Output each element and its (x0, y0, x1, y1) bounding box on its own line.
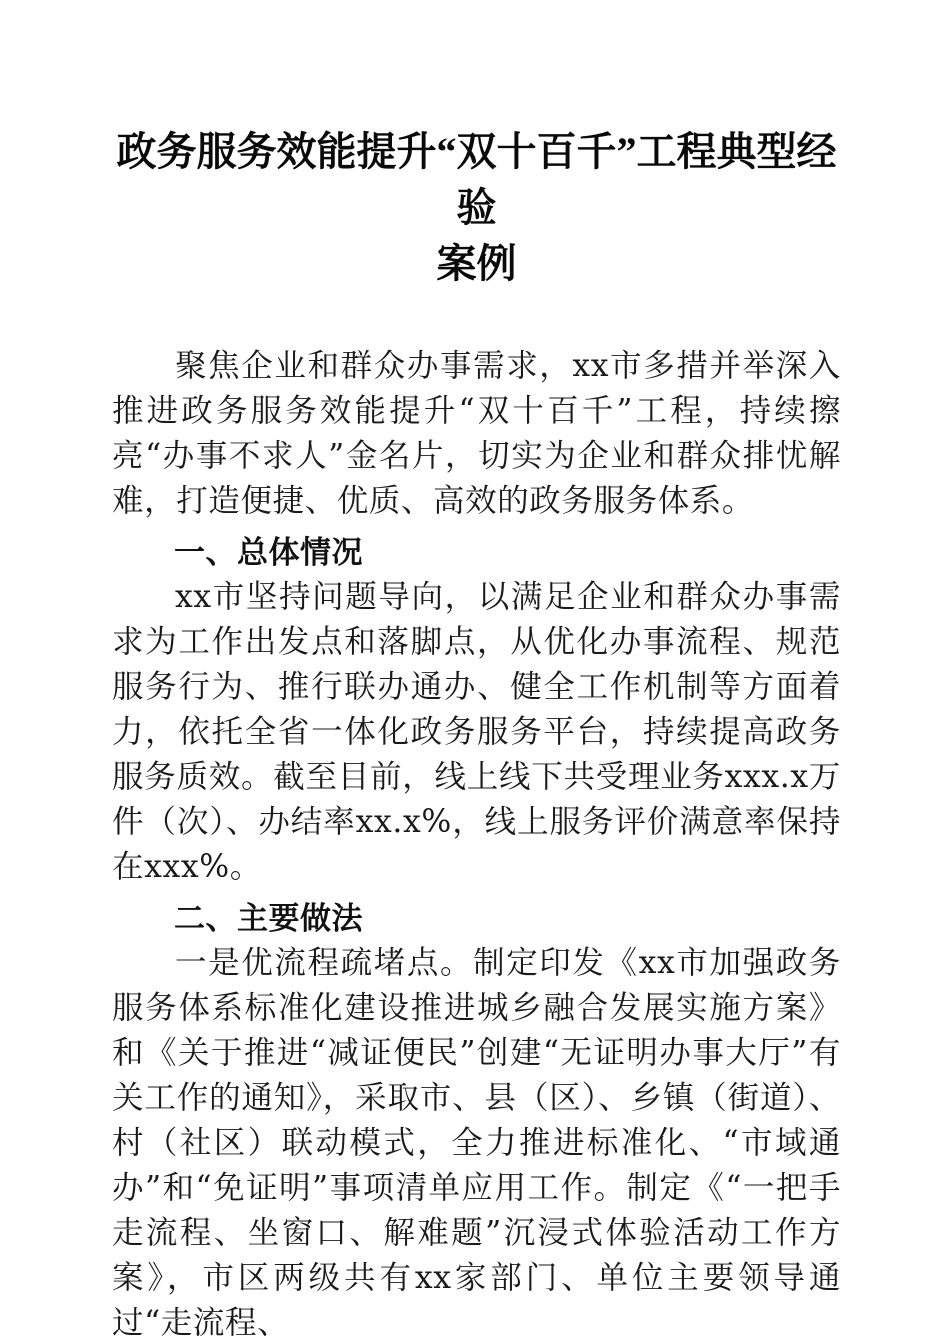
page-title (112, 0, 841, 292)
paragraph-overall-situation: xx市坚持问题导向，以满足企业和群众办事需求为工作出发点和落脚点，从优化办事流程、规范服务行为、推行联办通办、健全工作机制等方面着力，依托全省一体化政务服务平台，持续提高政务服务质效。截至目前，线上线下共受理业务xxx.x万件（次）、办结率xx.x%，线上服务评价满意率保持在xxx%。 (112, 579, 841, 885)
section-heading-overall-situation: 一、总体情况 (174, 535, 363, 570)
page-title-line-2: 案例 (436, 241, 517, 286)
document-content (112, 0, 841, 1344)
section-heading-main-practices: 二、主要做法 (174, 901, 363, 936)
paragraph-intro: 聚焦企业和群众办事需求，xx市多措并举深入推进政务服务效能提升“双十百千”工程，持续擦亮“办事不求人”金名片，切实为企业和群众排忧解难，打造便捷、优质、高效的政务服务体系。 (112, 348, 841, 519)
page-title-line-1: 政务服务效能提升“双十百千”工程典型经验 (116, 129, 837, 230)
paragraph-practice-one: 一是优流程疏堵点。制定印发《xx市加强政务服务体系标准化建设推进城乡融合发展实施方案》和《关于推进“减证便民”创建“无证明办事大厅”有关工作的通知》，采取市、县（区）、乡镇（街道）、村（社区）联动模式，全力推进标准化、“市域通办”和“免证明”事项清单应用工作。制定《“一把手走流程、坐窗口、解难题”沉浸式体验活动工作方案》，市区两级共有xx家部门、单位主要领导通过“走流程、 (112, 945, 841, 1341)
